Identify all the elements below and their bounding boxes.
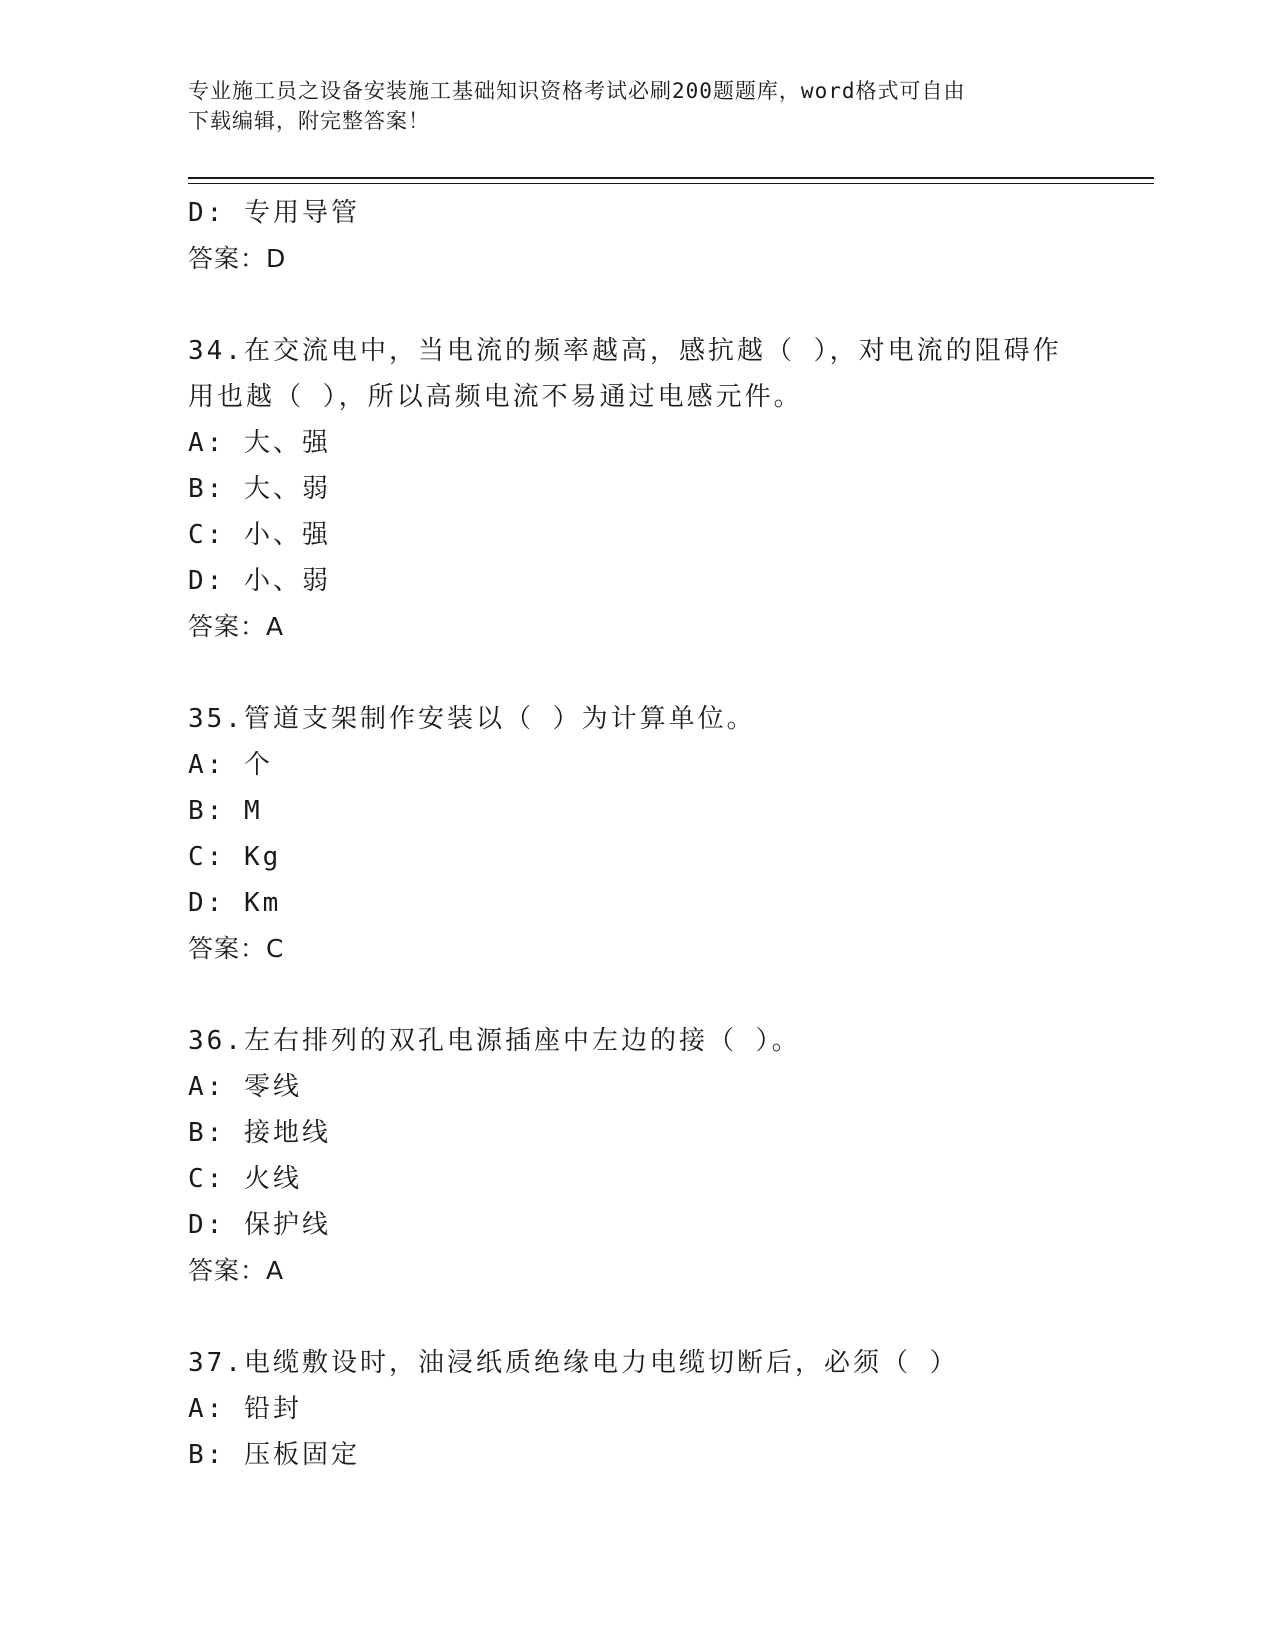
question-36-option-a: A: 零线 — [188, 1072, 302, 1102]
spacer — [188, 972, 1088, 1018]
header-divider-thick — [188, 177, 1154, 179]
question-35-option-a: A: 个 — [188, 750, 273, 780]
question-34-stem-line-2: 用也越（ ），所以高频电流不易通过电感元件。 — [188, 382, 803, 412]
question-34-option-c: C: 小、强 — [188, 520, 331, 550]
header-divider-thin — [188, 183, 1154, 184]
option-d: D: 专用导管 — [188, 198, 360, 228]
question-34-stem-line-1: 34.在交流电中，当电流的频率越高，感抗越（ ），对电流的阻碍作 — [188, 336, 1062, 366]
spacer — [188, 282, 1088, 328]
question-35-stem: 35.管道支架制作安装以（ ）为计算单位。 — [188, 704, 756, 734]
question-36-stem: 36.左右排列的双孔电源插座中左边的接（ ）。 — [188, 1026, 801, 1056]
question-34-answer: 答案：A — [188, 612, 285, 641]
question-35-option-d: D: Km — [188, 888, 282, 918]
question-37-option-b: B: 压板固定 — [188, 1440, 360, 1470]
question-36-answer: 答案：A — [188, 1256, 285, 1285]
answer: 答案：D — [188, 244, 287, 273]
document-body — [188, 190, 1088, 1478]
document-header — [188, 76, 1068, 136]
header-line-1: 专业施工员之设备安装施工基础知识资格考试必刷200题题库，word格式可自由 — [188, 79, 966, 103]
question-34-option-d: D: 小、弱 — [188, 566, 331, 596]
question-36-option-d: D: 保护线 — [188, 1210, 331, 1240]
question-34-option-a: A: 大、强 — [188, 428, 331, 458]
question-35-option-c: C: Kg — [188, 842, 282, 872]
question-35-option-b: B: M — [188, 796, 263, 826]
question-37-option-a: A: 铅封 — [188, 1394, 302, 1424]
question-35-answer: 答案：C — [188, 934, 285, 963]
question-37-stem: 37.电缆敷设时，油浸纸质绝缘电力电缆切断后，必须（ ） — [188, 1348, 959, 1378]
question-34-option-b: B: 大、弱 — [188, 474, 331, 504]
spacer — [188, 650, 1088, 696]
question-36-option-c: C: 火线 — [188, 1164, 302, 1194]
header-line-2: 下载编辑，附完整答案！ — [188, 109, 430, 133]
spacer — [188, 1294, 1088, 1340]
question-36-option-b: B: 接地线 — [188, 1118, 331, 1148]
